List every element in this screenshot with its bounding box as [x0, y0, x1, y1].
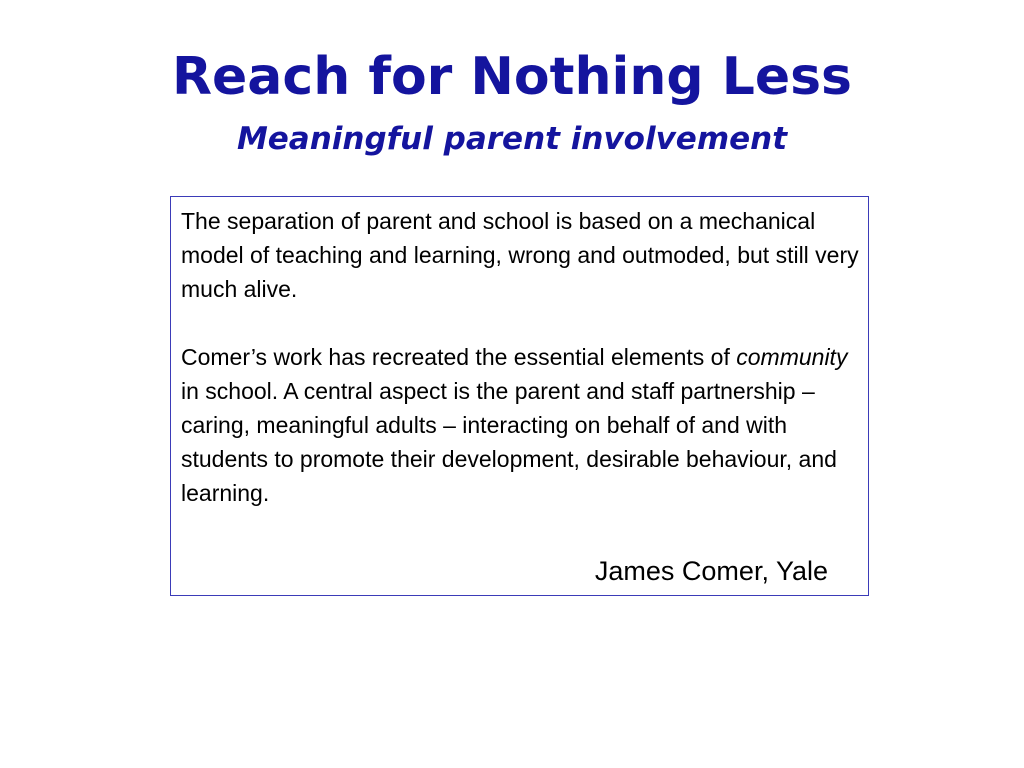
quote-paragraph-1: The separation of parent and school is based on a mechanical model of teaching and learning, wrong and outmoded, but still very much alive.: [181, 208, 859, 302]
quote-paragraph-2: [181, 340, 860, 510]
quote-box: [170, 196, 869, 596]
paragraph-spacer: [181, 306, 860, 340]
quote-paragraph-2-rest: in school. A central aspect is the parent and staff partnership – caring, meaningful adults – interacting on behalf of and with students to promote their development, desirable behaviour, and learning.: [181, 378, 837, 506]
slide-subtitle: Meaningful parent involvement: [236, 121, 788, 157]
emphasis-community: community: [736, 344, 848, 370]
slide-title: Reach for Nothing Less: [171, 47, 853, 107]
quote-paragraph-2-start: Comer’s work has recreated the essential elements of: [181, 344, 737, 370]
quote-attribution: James Comer, Yale: [594, 556, 828, 586]
